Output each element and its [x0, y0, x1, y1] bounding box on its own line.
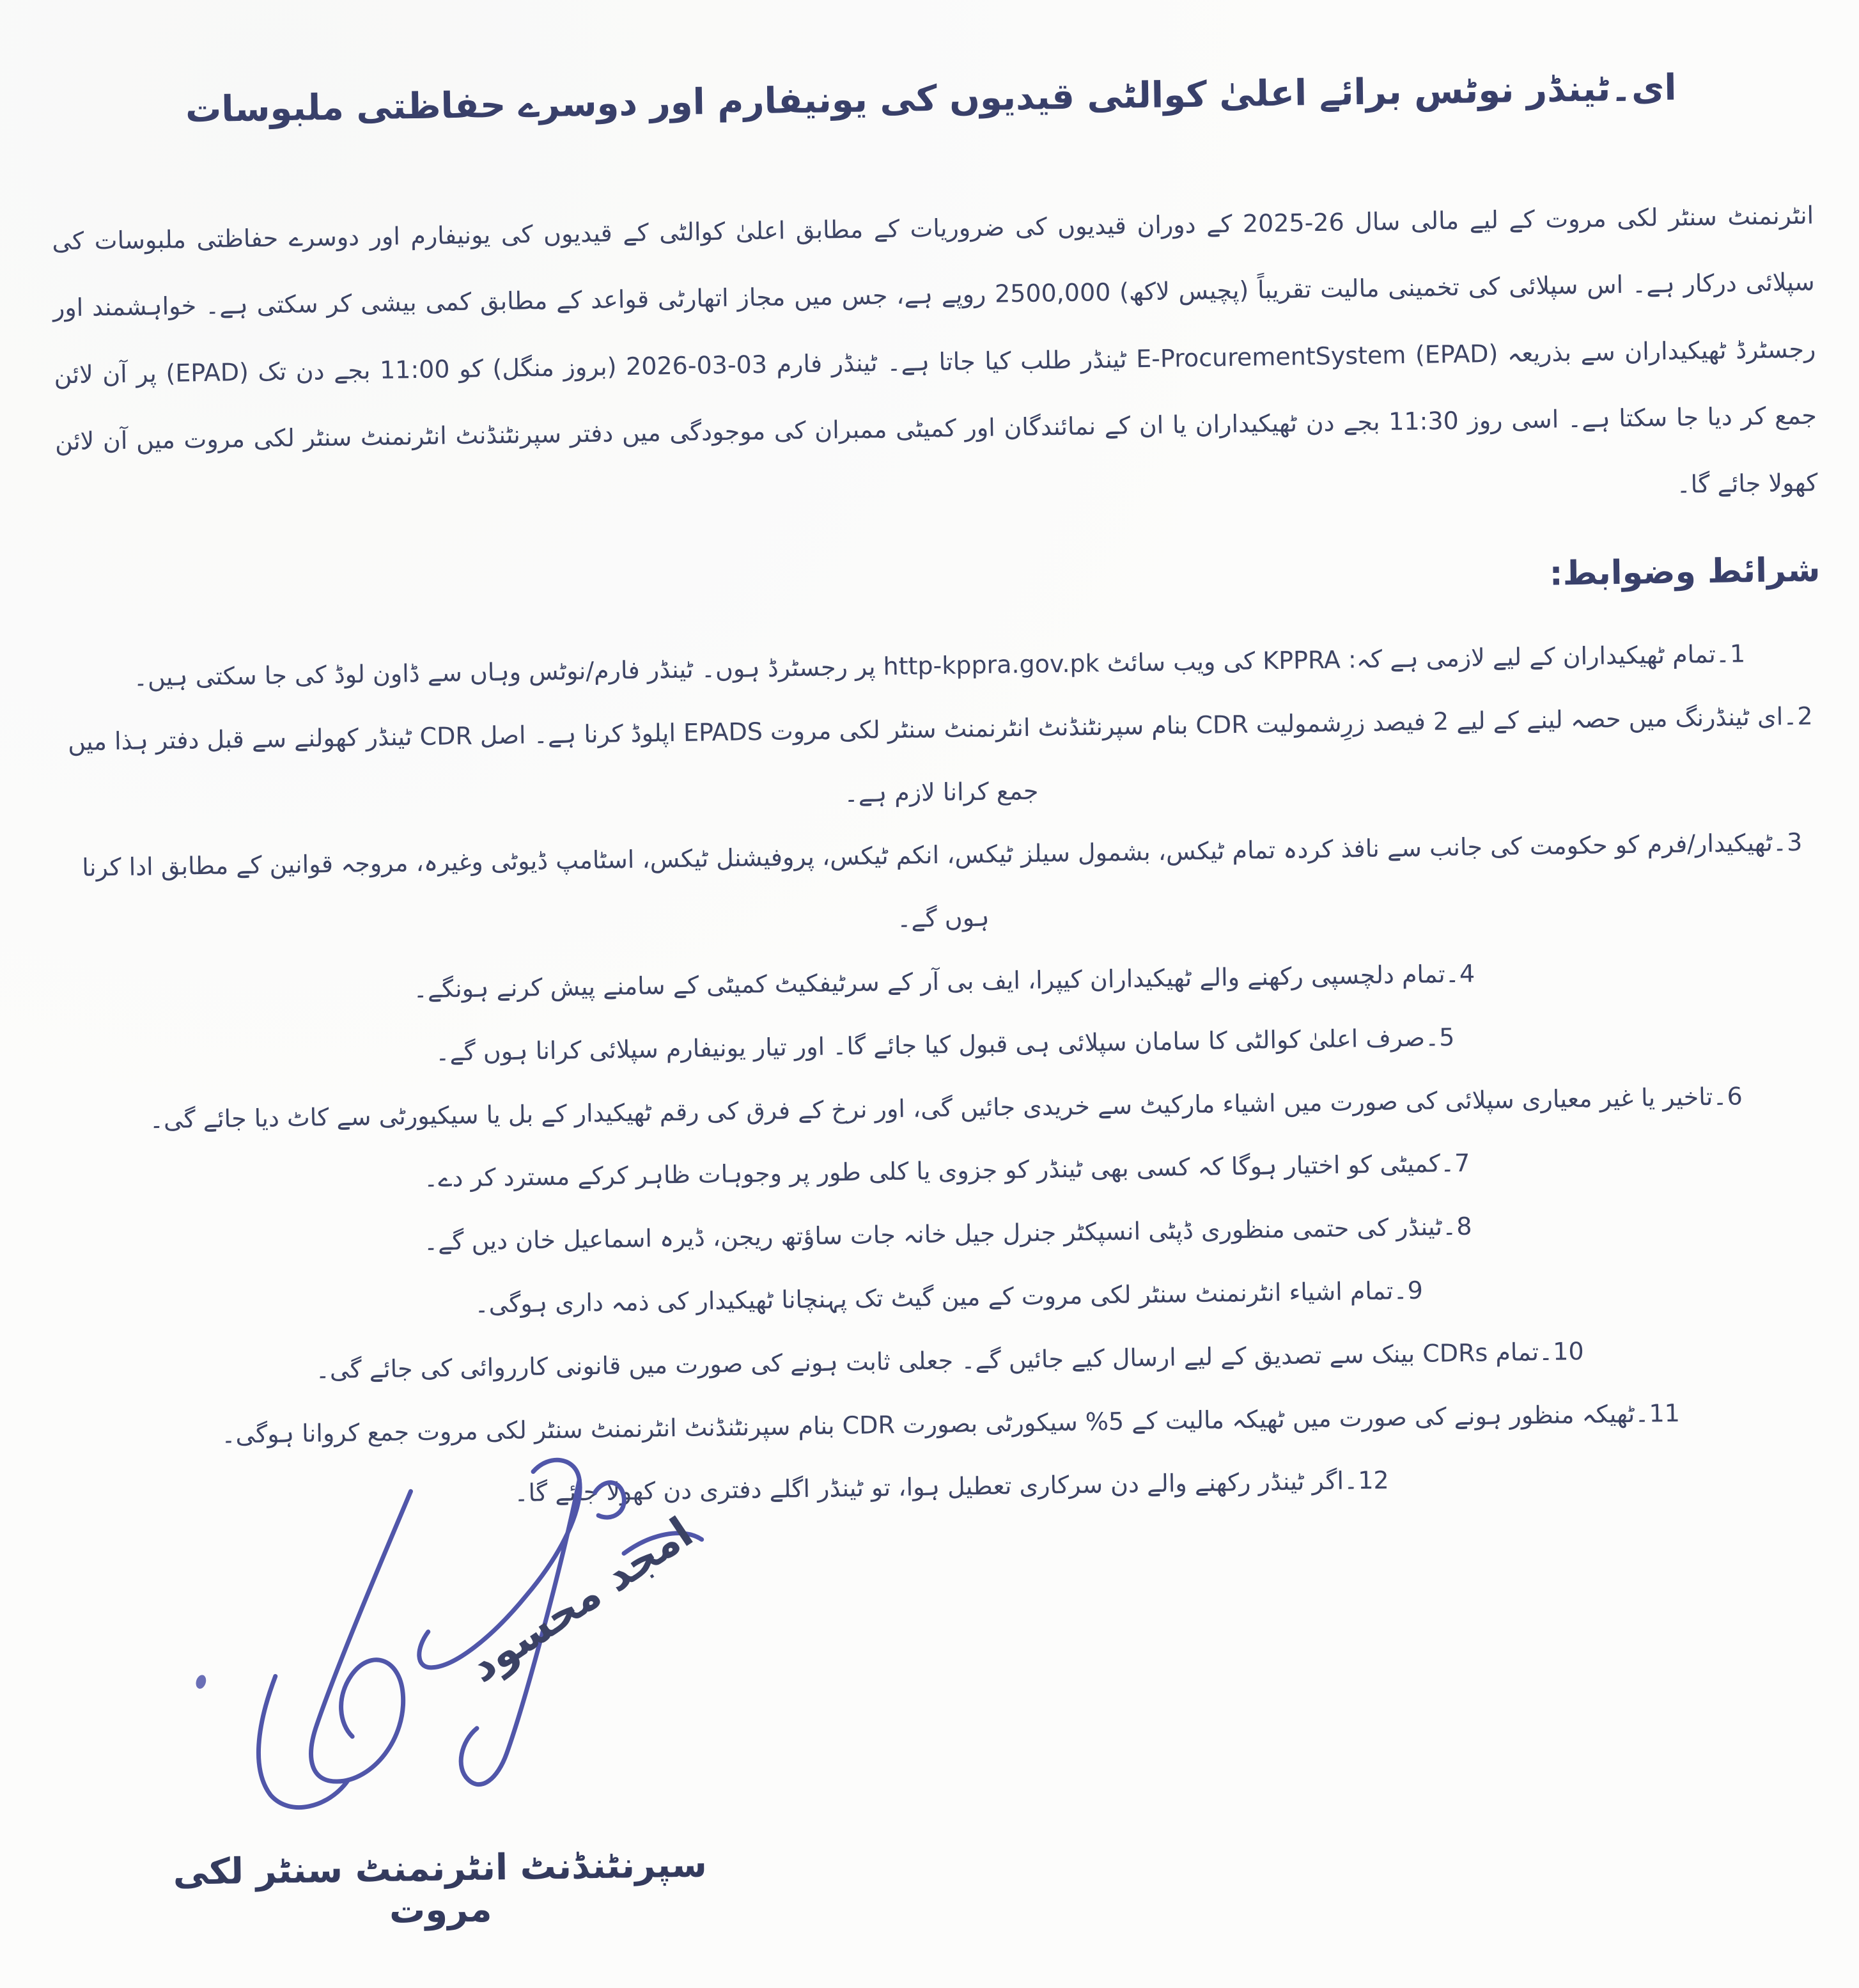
term-item-4: 4۔تمام دلچسپی رکھنے والے ٹھیکیداران کیپرا، ایف بی آر کے سرٹیفکیٹ کمیٹی کے سامنے پیش کرنے ہونگے۔ [413, 959, 1475, 1004]
intro-paragraph: انٹرنمنٹ سنٹر لکی مروت کے لیے مالی سال 26-2025 کے دوران قیدیوں کی ضروریات کے مطابق اعلیٰ کوالٹی کے قیدیوں کی یونیفارم اور دوسرے حفاظتی ملبوسات کی سپلائی درکار ہے۔ اس سپلائی کی تخمینی مالیت تقریباً (پچیس لاکھ) 2500,000 روپے ہے، جس میں مجاز اتھارٹی قواعد کے مطابق کمی بیشی کر سکتی ہے۔ خواہشمند اور رجسٹرڈ ٹھیکیداران سے بذریعہ E-ProcurementSystem (EPAD) ٹینڈر طلب کیا جاتا ہے۔ ٹینڈر فارم 03-03-2026 (بروز منگل) کو 11:00 بجے دن تک (EPAD) پر آن لائن جمع کر دیا جا سکتا ہے۔ اسی روز 11:30 بجے دن ٹھیکیداران یا ان کے نمائندگان اور کمیٹی ممبران کی موجودگی میں دفتر سپرنٹنڈنٹ انٹرنمنٹ سنٹر لکی مروت میں آن لائن کھولا جائے گا۔ [52, 201, 1818, 499]
term-item-10: 10۔تمام CDRs بینک سے تصدیق کے لیے ارسال کیے جائیں گے۔ جعلی ثابت ہونے کی صورت میں قانونی کارروائی کی جائے گی۔ [315, 1336, 1584, 1384]
term-item-2: 2۔ای ٹینڈرنگ میں حصہ لینے کے لیے 2 فیصد زرِشمولیت CDR بنام سپرنٹنڈنٹ انٹرنمنٹ سنٹر لکی مروت EPADS اپلوڈ کرنا ہے۔ اصل CDR ٹینڈر کھولنے سے قبل دفتر ہذا میں جمع کرانا لازم ہے۔ [67, 701, 1813, 808]
term-item-12: 12۔اگر ٹینڈر رکھنے والے دن سرکاری تعطیل ہوا، تو ٹینڈر اگلے دفتری دن کھولا جائے گا۔ [513, 1466, 1389, 1508]
term-item-8: 8۔ٹینڈر کی حتمی منظوری ڈپٹی انسپکٹر جنرل جیل خانہ جات ساؤتھ ریجن، ڈیرہ اسماعیل خان دیں گے۔ [423, 1212, 1472, 1256]
term-item-9: 9۔تمام اشیاء انٹرنمنٹ سنٹر لکی مروت کے مین گیٹ تک پہنچانا ٹھیکیدار کی ذمہ داری ہوگی۔ [474, 1276, 1424, 1319]
term-item-1: 1۔تمام ٹھیکیداران کے لیے لازمی ہے کہ: KPPRA کی ویب سائٹ http-kppra.gov.pk پر رجسٹرڈ ہوں۔ ٹینڈر فارم/نوٹس وہاں سے ڈاون لوڈ کی جا سکتی ہیں۔ [133, 639, 1746, 692]
term-item-6: 6۔تاخیر یا غیر معیاری سپلائی کی صورت میں اشیاء مارکیٹ سے خریدی جائیں گی، اور نرخ کے فرق کی رقم ٹھیکیدار کے بل یا سیکیورٹی سے کاٹ دیا جائے گی۔ [149, 1081, 1743, 1134]
signer-name: امجد محسود [460, 1507, 702, 1693]
term-item-11: 11۔ٹھیکہ منظور ہونے کی صورت میں ٹھیکہ مالیت کے 5% سیکورٹی بصورت CDR بنام سپرنٹنڈنٹ انٹرنمنٹ سنٹر لکی مروت جمع کروانا ہوگی۔ [221, 1398, 1681, 1449]
term-item-5: 5۔صرف اعلیٰ کوالٹی کا سامان سپلائی ہی قبول کیا جائے گا۔ اور تیار یونیفارم سپلائی کرانا ہوں گے۔ [435, 1022, 1455, 1067]
term-item-3: 3۔ٹھیکیدار/فرم کو حکومت کی جانب سے نافذ کردہ تمام ٹیکس، بشمول سیلز ٹیکس، انکم ٹیکس، پروفیشنل ٹیکس، اسٹامپ ڈیوٹی وغیرہ، مروجہ قوانین کے مطابق ادا کرنا ہوں گے۔ [82, 828, 1803, 934]
document-title: ای۔ٹینڈر نوٹس برائے اعلیٰ کوالٹی قیدیوں کی یونیفارم اور دوسرے حفاظتی ملبوسات [185, 67, 1677, 131]
terms-and-conditions-heading: شرائط وضوابط: [1549, 551, 1821, 593]
signature-block [175, 1441, 795, 1834]
signer-designation: سپرنٹنڈنٹ انٹرنمنٹ سنٹر لکی مروت [173, 1843, 708, 1932]
terms-list [54, 621, 1837, 1531]
term-item-7: 7۔کمیٹی کو اختیار ہوگا کہ کسی بھی ٹینڈر کو جزوی یا کلی طور پر وجوہات ظاہر کرکے مسترد کر دے۔ [423, 1149, 1470, 1193]
